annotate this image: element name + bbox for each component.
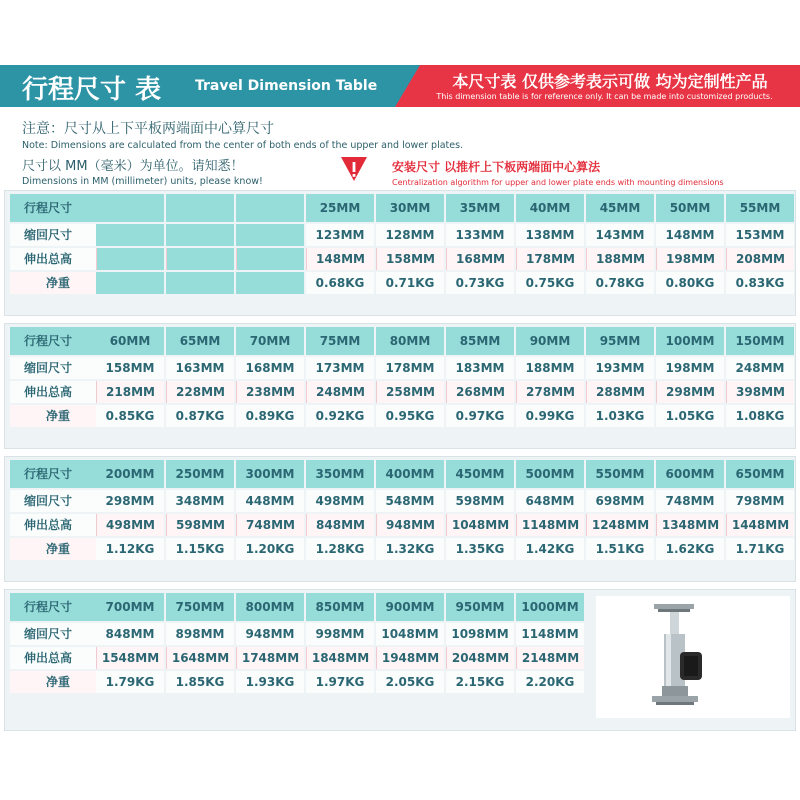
- table-cell: 848MM: [306, 514, 374, 536]
- note-line2-en: Dimensions in MM (millimeter) units, please know!: [22, 176, 263, 187]
- stroke-header-cell: [236, 194, 304, 222]
- stroke-header-cell: 650MM: [726, 460, 794, 488]
- table-cell: 238MM: [236, 381, 304, 403]
- table-cell: 0.73KG: [446, 272, 514, 294]
- table-cell: 188MM: [586, 248, 654, 270]
- stroke-header-cell: 25MM: [306, 194, 374, 222]
- note-line1-en: Note: Dimensions are calculated from the center of both ends of the upper and lower plates.: [22, 140, 464, 151]
- table-cell: 1.42KG: [516, 538, 584, 560]
- table-cell: 1.03KG: [586, 405, 654, 427]
- table-cell: 448MM: [236, 490, 304, 512]
- table-cell: 123MM: [306, 224, 374, 246]
- table-cell: 748MM: [656, 490, 724, 512]
- row-label-extended: 伸出总高: [10, 514, 98, 536]
- table-cell: 158MM: [96, 357, 164, 379]
- stroke-header-cell: [166, 194, 234, 222]
- table-cell: 298MM: [656, 381, 724, 403]
- table-cell: 1.97KG: [306, 671, 374, 693]
- table-cell: 1.08KG: [726, 405, 794, 427]
- stroke-header-cell: 90MM: [516, 327, 584, 355]
- table-cell: 598MM: [446, 490, 514, 512]
- table-cell: 183MM: [446, 357, 514, 379]
- table-cell: 498MM: [96, 514, 164, 536]
- stroke-header-cell: 850MM: [306, 593, 374, 621]
- table-cell: 1.79KG: [96, 671, 164, 693]
- stroke-header-cell: 400MM: [376, 460, 444, 488]
- stroke-header-cell: 550MM: [586, 460, 654, 488]
- stroke-header-cell: 300MM: [236, 460, 304, 488]
- row-label-extended: 伸出总高: [10, 248, 98, 270]
- stroke-header-cell: 35MM: [446, 194, 514, 222]
- table-cell: 163MM: [166, 357, 234, 379]
- table-cell: 498MM: [306, 490, 374, 512]
- table-cell: 1.20KG: [236, 538, 304, 560]
- stroke-header-cell: 450MM: [446, 460, 514, 488]
- warning-text-cn: 安装尺寸 以推杆上下板两端面中心算法: [392, 160, 601, 174]
- table-cell: 398MM: [726, 381, 794, 403]
- table-cell: 1048MM: [446, 514, 514, 536]
- table-cell: 1148MM: [516, 623, 584, 645]
- product-image: [596, 596, 790, 718]
- stroke-header-cell: 60MM: [96, 327, 164, 355]
- table-cell: 0.80KG: [656, 272, 724, 294]
- table-cell: 0.97KG: [446, 405, 514, 427]
- table-cell: 1048MM: [376, 623, 444, 645]
- stroke-header-cell: 85MM: [446, 327, 514, 355]
- row-label-retracted: 缩回尺寸: [10, 623, 98, 645]
- note-line1-cn: 注意：尺寸从上下平板两端面中心算尺寸: [22, 121, 274, 137]
- stroke-header-cell: 200MM: [96, 460, 164, 488]
- row-label-weight: 净重: [10, 405, 98, 427]
- table-cell: 1748MM: [236, 647, 304, 669]
- table-cell: 348MM: [166, 490, 234, 512]
- table-cell: 748MM: [236, 514, 304, 536]
- table-cell: 1.28KG: [306, 538, 374, 560]
- table-cell: 0.83KG: [726, 272, 794, 294]
- table-cell: 1.05KG: [656, 405, 724, 427]
- table-cell: 228MM: [166, 381, 234, 403]
- disclaimer-cn: 本尺寸表 仅供参考表示可做 均为定制性产品: [452, 72, 768, 91]
- table-cell: 248MM: [726, 357, 794, 379]
- table-cell: 1.85KG: [166, 671, 234, 693]
- row-label-extended: 伸出总高: [10, 381, 98, 403]
- table-cell: [166, 248, 234, 270]
- table-cell: 898MM: [166, 623, 234, 645]
- linear-actuator-illustration: [596, 596, 790, 718]
- row-label-strokes: 行程尺寸: [10, 460, 98, 488]
- table-cell: [236, 272, 304, 294]
- stroke-header-cell: 30MM: [376, 194, 444, 222]
- stroke-header-cell: 65MM: [166, 327, 234, 355]
- table-cell: 198MM: [656, 357, 724, 379]
- stroke-header-cell: 75MM: [306, 327, 374, 355]
- table-cell: 178MM: [376, 357, 444, 379]
- table-cell: 198MM: [656, 248, 724, 270]
- table-cell: 298MM: [96, 490, 164, 512]
- warning-text-en: Centralization algorithm for upper and lower plate ends with mounting dimensions: [392, 178, 724, 187]
- table-cell: 0.89KG: [236, 405, 304, 427]
- table-cell: 208MM: [726, 248, 794, 270]
- table-cell: 168MM: [236, 357, 304, 379]
- table-cell: 1.93KG: [236, 671, 304, 693]
- stroke-header-cell: 500MM: [516, 460, 584, 488]
- row-label-weight: 净重: [10, 538, 98, 560]
- table-cell: 173MM: [306, 357, 374, 379]
- table-cell: 248MM: [306, 381, 374, 403]
- row-label-strokes: 行程尺寸: [10, 593, 98, 621]
- table-cell: 2048MM: [446, 647, 514, 669]
- stroke-header-cell: 150MM: [726, 327, 794, 355]
- table-cell: 2.05KG: [376, 671, 444, 693]
- table-cell: [166, 272, 234, 294]
- table-cell: 1.51KG: [586, 538, 654, 560]
- table-cell: [166, 224, 234, 246]
- table-cell: 193MM: [586, 357, 654, 379]
- table-cell: 0.87KG: [166, 405, 234, 427]
- stroke-header-cell: 45MM: [586, 194, 654, 222]
- stroke-header-cell: 70MM: [236, 327, 304, 355]
- table-cell: 0.99KG: [516, 405, 584, 427]
- row-label-weight: 净重: [10, 272, 98, 294]
- table-cell: 1648MM: [166, 647, 234, 669]
- table-cell: 178MM: [516, 248, 584, 270]
- table-cell: 0.92KG: [306, 405, 374, 427]
- table-cell: 148MM: [306, 248, 374, 270]
- table-cell: 548MM: [376, 490, 444, 512]
- stroke-header-cell: 100MM: [656, 327, 724, 355]
- stroke-header-cell: 40MM: [516, 194, 584, 222]
- table-cell: 1848MM: [306, 647, 374, 669]
- stroke-header-cell: 800MM: [236, 593, 304, 621]
- stroke-header-cell: 950MM: [446, 593, 514, 621]
- stroke-header-cell: 55MM: [726, 194, 794, 222]
- table-cell: 138MM: [516, 224, 584, 246]
- table-cell: 143MM: [586, 224, 654, 246]
- table-cell: 0.85KG: [96, 405, 164, 427]
- row-label-strokes: 行程尺寸: [10, 194, 98, 222]
- table-cell: 1548MM: [96, 647, 164, 669]
- table-cell: 1448MM: [726, 514, 794, 536]
- table-cell: 1148MM: [516, 514, 584, 536]
- row-label-weight: 净重: [10, 671, 98, 693]
- page-title-en: Travel Dimension Table: [195, 78, 378, 94]
- table-cell: 133MM: [446, 224, 514, 246]
- stroke-header-cell: 750MM: [166, 593, 234, 621]
- table-cell: 288MM: [586, 381, 654, 403]
- table-cell: 598MM: [166, 514, 234, 536]
- table-cell: 698MM: [586, 490, 654, 512]
- stroke-header-cell: 600MM: [656, 460, 724, 488]
- page-title: 行程尺寸 表: [22, 75, 162, 105]
- table-cell: [96, 272, 164, 294]
- disclaimer-en: This dimension table is for reference only. It can be made into customized products.: [436, 92, 773, 101]
- table-cell: 948MM: [236, 623, 304, 645]
- row-label-strokes: 行程尺寸: [10, 327, 98, 355]
- table-cell: 1948MM: [376, 647, 444, 669]
- table-cell: 0.78KG: [586, 272, 654, 294]
- table-cell: 268MM: [446, 381, 514, 403]
- table-cell: [96, 224, 164, 246]
- stroke-header-cell: 95MM: [586, 327, 654, 355]
- table-cell: 148MM: [656, 224, 724, 246]
- table-cell: 0.75KG: [516, 272, 584, 294]
- table-cell: 1.32KG: [376, 538, 444, 560]
- table-cell: 648MM: [516, 490, 584, 512]
- stroke-header-cell: 1000MM: [516, 593, 584, 621]
- table-cell: 1098MM: [446, 623, 514, 645]
- table-cell: 2.20KG: [516, 671, 584, 693]
- table-cell: 1.35KG: [446, 538, 514, 560]
- table-cell: 1248MM: [586, 514, 654, 536]
- table-cell: 158MM: [376, 248, 444, 270]
- row-label-retracted: 缩回尺寸: [10, 224, 98, 246]
- header-banner: [0, 65, 800, 107]
- table-cell: 948MM: [376, 514, 444, 536]
- row-label-retracted: 缩回尺寸: [10, 357, 98, 379]
- table-cell: [236, 248, 304, 270]
- table-cell: 128MM: [376, 224, 444, 246]
- table-cell: 188MM: [516, 357, 584, 379]
- stroke-header-cell: 700MM: [96, 593, 164, 621]
- stroke-header-cell: 50MM: [656, 194, 724, 222]
- table-cell: 998MM: [306, 623, 374, 645]
- stroke-header-cell: 900MM: [376, 593, 444, 621]
- table-cell: 848MM: [96, 623, 164, 645]
- table-cell: 798MM: [726, 490, 794, 512]
- table-cell: 2.15KG: [446, 671, 514, 693]
- table-cell: 278MM: [516, 381, 584, 403]
- row-label-extended: 伸出总高: [10, 647, 98, 669]
- table-cell: 0.71KG: [376, 272, 444, 294]
- table-cell: 1.71KG: [726, 538, 794, 560]
- table-cell: 1348MM: [656, 514, 724, 536]
- table-cell: 1.15KG: [166, 538, 234, 560]
- table-cell: [236, 224, 304, 246]
- table-cell: 218MM: [96, 381, 164, 403]
- table-cell: 153MM: [726, 224, 794, 246]
- stroke-header-cell: [96, 194, 164, 222]
- note-line2-cn: 尺寸以 MM（毫米）为单位。请知悉！: [22, 159, 244, 174]
- table-cell: 2148MM: [516, 647, 584, 669]
- stroke-header-cell: 80MM: [376, 327, 444, 355]
- table-cell: [96, 248, 164, 270]
- table-cell: 1.62KG: [656, 538, 724, 560]
- table-cell: 258MM: [376, 381, 444, 403]
- table-cell: 0.95KG: [376, 405, 444, 427]
- table-cell: 1.12KG: [96, 538, 164, 560]
- warning-icon: [340, 156, 368, 182]
- row-label-retracted: 缩回尺寸: [10, 490, 98, 512]
- stroke-header-cell: 250MM: [166, 460, 234, 488]
- table-cell: 168MM: [446, 248, 514, 270]
- stroke-header-cell: 350MM: [306, 460, 374, 488]
- table-cell: 0.68KG: [306, 272, 374, 294]
